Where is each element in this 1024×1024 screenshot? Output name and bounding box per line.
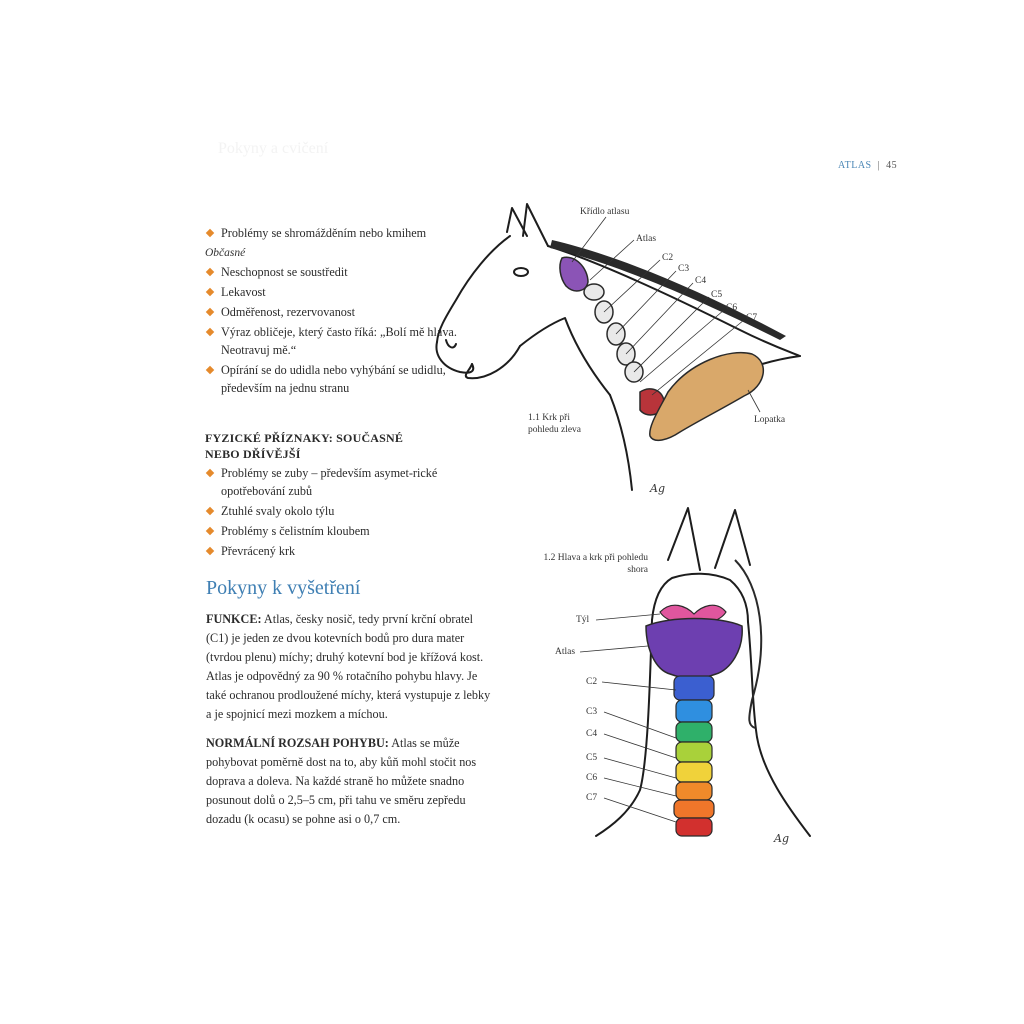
label-c3: C3 — [678, 264, 690, 274]
label-atlas-wing: Křídlo atlasu — [580, 207, 630, 217]
eye — [514, 268, 528, 276]
fig1-caption-line2: pohledu zleva — [528, 425, 582, 435]
face-outline — [437, 236, 510, 342]
list-item: Lekavost — [205, 283, 485, 301]
list-item: Výraz obličeje, který často říká: „Bolí mě hlava. Neotravuj mě.“ — [205, 323, 485, 359]
rom-text: Atlas se může pohybovat poměrně dost na to, aby kůň mohl stočit nos doprava a doleva. Na každé straně ho můžete snadno posunout dolů o 2,5–5 cm, při tahu ve směru zepředu dozadu (k ocasu) se pohne asi o 0,7 cm. — [206, 736, 477, 826]
faint-chapter-title: Pokyny a cvičení — [218, 140, 329, 157]
fig2-caption-line2: shora — [627, 565, 648, 575]
label-c2: C2 — [662, 253, 674, 263]
rom-label: NORMÁLNÍ ROZSAH POHYBU: — [206, 736, 389, 750]
label-c3-top: C3 — [586, 707, 598, 717]
label-c4-top: C4 — [586, 729, 598, 739]
nostril — [446, 340, 456, 347]
physical-heading-line2: NEBO DŘÍVĚJŠÍ — [205, 447, 301, 461]
section-title: Pokyny k vyšetření — [206, 577, 361, 599]
label-c5-top: C5 — [586, 753, 598, 763]
label-c7: C7 — [746, 313, 758, 323]
list-item: Problémy se zuby – především asymet-rické opotřebování zubů — [205, 464, 485, 500]
atlas-top-view — [646, 619, 742, 679]
page-number: 45 — [886, 160, 898, 171]
chapter-name: ATLAS — [838, 160, 872, 171]
neck-underside — [610, 395, 632, 490]
label-c2-top: C2 — [586, 677, 598, 687]
label-occiput: Týl — [576, 615, 590, 625]
top-view-vertebrae — [674, 676, 714, 836]
function-text: Atlas, česky nosič, tedy první krční obratel (C1) je jeden ze dvou kotevních bodů pro dura mater (tvrdou plenu) míchy; druhý kotevní bod je křížová kost. Atlas je odpovědný za 90 % rotačního pohybu hlavy. Je také ochranou prodloužené míchy, která vystupuje z lebky a je spojnicí mezi mozkem a míchou. — [206, 612, 491, 721]
fig2-signature: Ag — [774, 832, 789, 845]
jowl-throat — [520, 318, 610, 395]
neck-crest — [548, 246, 800, 356]
fig1-signature: Ag — [650, 482, 665, 495]
label-c4: C4 — [695, 276, 707, 286]
label-c7-top: C7 — [586, 793, 598, 803]
physical-heading-line1: FYZICKÉ PŘÍZNAKY: SOUČASNÉ — [205, 431, 404, 445]
list-item: Problémy se shromážděním nebo kmihem — [205, 224, 485, 242]
list-item: Problémy s čelistním kloubem — [205, 522, 485, 540]
cervical-vertebrae — [584, 284, 643, 382]
label-c6: C6 — [726, 303, 738, 313]
jaw — [466, 346, 520, 378]
fig1-caption — [528, 412, 581, 436]
function-label: FUNKCE: — [206, 612, 262, 626]
fig1-caption-line1: 1.1 Krk při — [528, 413, 570, 423]
list-item: Ztuhlé svaly okolo týlu — [205, 502, 485, 520]
list-item: Odměřenost, rezervovanost — [205, 303, 485, 321]
list-item: Neschopnost se soustředit — [205, 263, 485, 281]
ear-right — [523, 204, 548, 246]
fig2-caption — [528, 552, 648, 576]
label-scapula: Lopatka — [754, 415, 786, 425]
scapula-bone — [650, 353, 764, 441]
occasional-label: Občasné — [205, 247, 246, 259]
list-item: Opírání se do udidla nebo vyhýbání se udidlu, především na jednu stranu — [205, 361, 485, 397]
label-atlas: Atlas — [636, 234, 657, 244]
label-c6-top: C6 — [586, 773, 598, 783]
header-separator: | — [877, 160, 881, 171]
atlas-wing-bone — [560, 257, 588, 291]
label-atlas-top: Atlas — [555, 647, 576, 657]
label-c5: C5 — [711, 290, 723, 300]
list-item: Převrácený krk — [205, 542, 485, 560]
fig2-caption-line1: 1.2 Hlava a krk při pohledu — [543, 553, 648, 563]
